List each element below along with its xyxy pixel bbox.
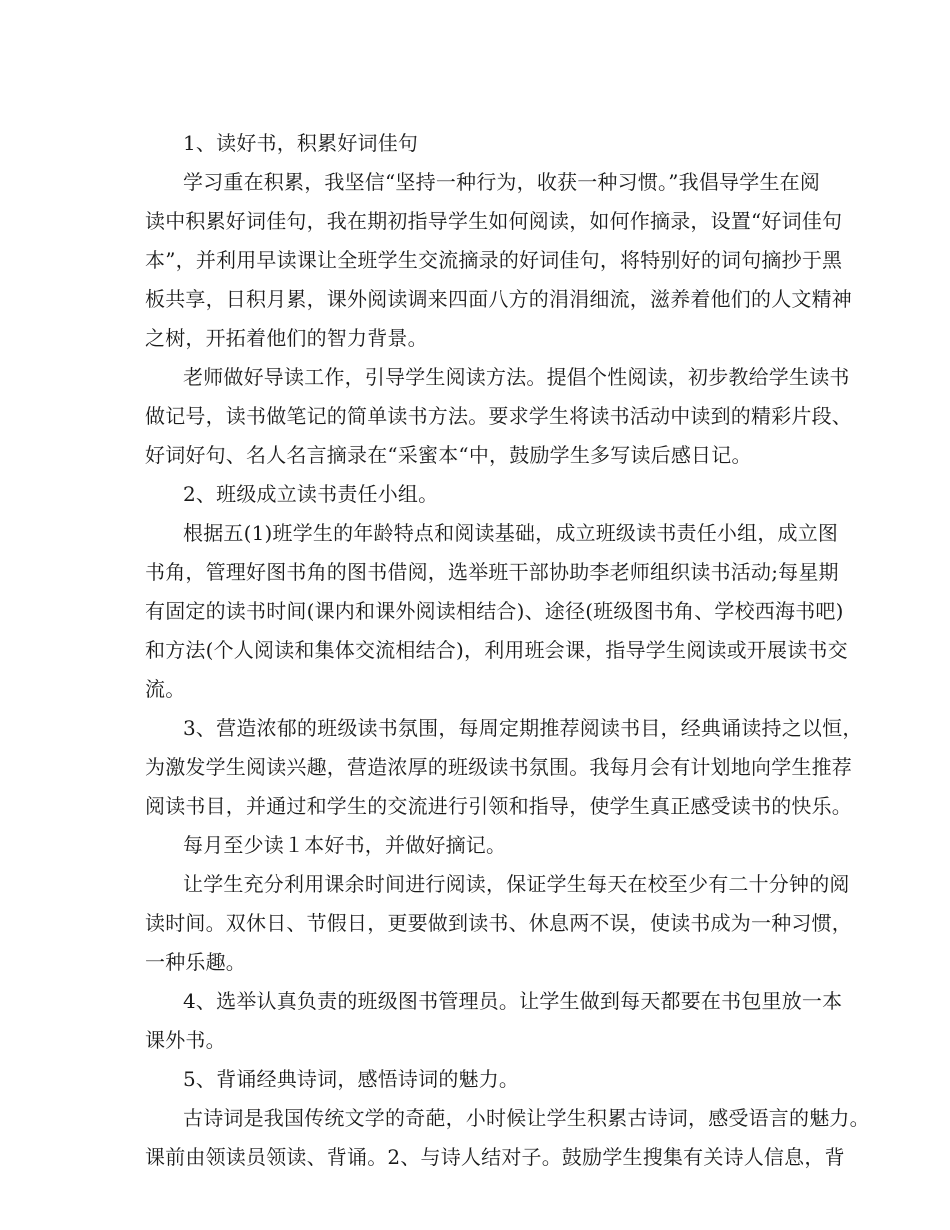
- paragraph-line: 本”，并利用早读课让全班学生交流摘录的好词佳句，将特别好的词句摘抄于黑: [145, 248, 843, 272]
- paragraph-line: 老师做好导读工作，引导学生阅读方法。提倡个性阅读，初步教给学生读书: [183, 365, 850, 389]
- paragraph-line: 学习重在积累，我坚信“坚持一种行为，收获一种习惯。”我倡导学生在阅: [183, 170, 821, 194]
- paragraph-line: 一种乐趣。: [145, 950, 246, 974]
- paragraph-line: 和方法(个人阅读和集体交流相结合)，利用班会课，指导学生阅读或开展读书交: [145, 638, 848, 662]
- paragraph-line: 每月至少读１本好书，并做好摘记。: [183, 833, 507, 857]
- section-heading-3: 3、营造浓郁的班级读书氛围，每周定期推荐阅读书目，经典诵读持之以恒，: [183, 716, 863, 740]
- paragraph-line: 书角，管理好图书角的图书借阅，选举班干部协助李老师组织读书活动;每星期: [145, 560, 839, 584]
- section-heading-1: 1、读好书，积累好词佳句: [183, 131, 419, 155]
- paragraph-line: 课外书。: [145, 1028, 226, 1052]
- paragraph-line: 课前由领读员领读、背诵。2、与诗人结对子。鼓励学生搜集有关诗人信息，背: [145, 1145, 845, 1169]
- paragraph-line: 好词好句、名人名言摘录在“采蜜本“中，鼓励学生多写读后感日记。: [145, 443, 752, 467]
- paragraph-line: 之树，开拓着他们的智力背景。: [145, 326, 428, 350]
- paragraph-line: 古诗词是我国传统文学的奇葩，小时候让学生积累古诗词，感受语言的魅力。: [183, 1106, 870, 1130]
- paragraph-line: 板共享，日积月累，课外阅读调来四面八方的涓涓细流，滋养着他们的人文精神: [145, 287, 852, 311]
- paragraph-line: 让学生充分利用课余时间进行阅读，保证学生每天在校至少有二十分钟的阅: [183, 872, 850, 896]
- paragraph-line: 阅读书目，并通过和学生的交流进行引领和指导，使学生真正感受读书的快乐。: [145, 794, 852, 818]
- paragraph-line: 做记号，读书做笔记的简单读书方法。要求学生将读书活动中读到的精彩片段、: [145, 404, 852, 428]
- section-heading-5: 5、背诵经典诗词，感悟诗词的魅力。: [183, 1067, 520, 1091]
- paragraph-line: 读中积累好词佳句，我在期初指导学生如何阅读，如何作摘录，设置“好词佳句: [145, 209, 843, 233]
- paragraph-line: 流。: [145, 677, 186, 701]
- section-heading-4: 4、选举认真负责的班级图书管理员。让学生做到每天都要在书包里放一本: [183, 989, 843, 1013]
- paragraph-line: 有固定的读书时间(课内和课外阅读相结合)、途径(班级图书角、学校西海书吧): [145, 599, 844, 623]
- paragraph-line: 为激发学生阅读兴趣，营造浓厚的班级读书氛围。我每月会有计划地向学生推荐: [145, 755, 852, 779]
- paragraph-line: 根据五(1)班学生的年龄特点和阅读基础，成立班级读书责任小组，成立图: [183, 521, 839, 545]
- paragraph-line: 读时间。双休日、节假日，更要做到读书、休息两不误，使读书成为一种习惯，: [145, 911, 852, 935]
- section-heading-2: 2、班级成立读书责任小组。: [183, 482, 439, 506]
